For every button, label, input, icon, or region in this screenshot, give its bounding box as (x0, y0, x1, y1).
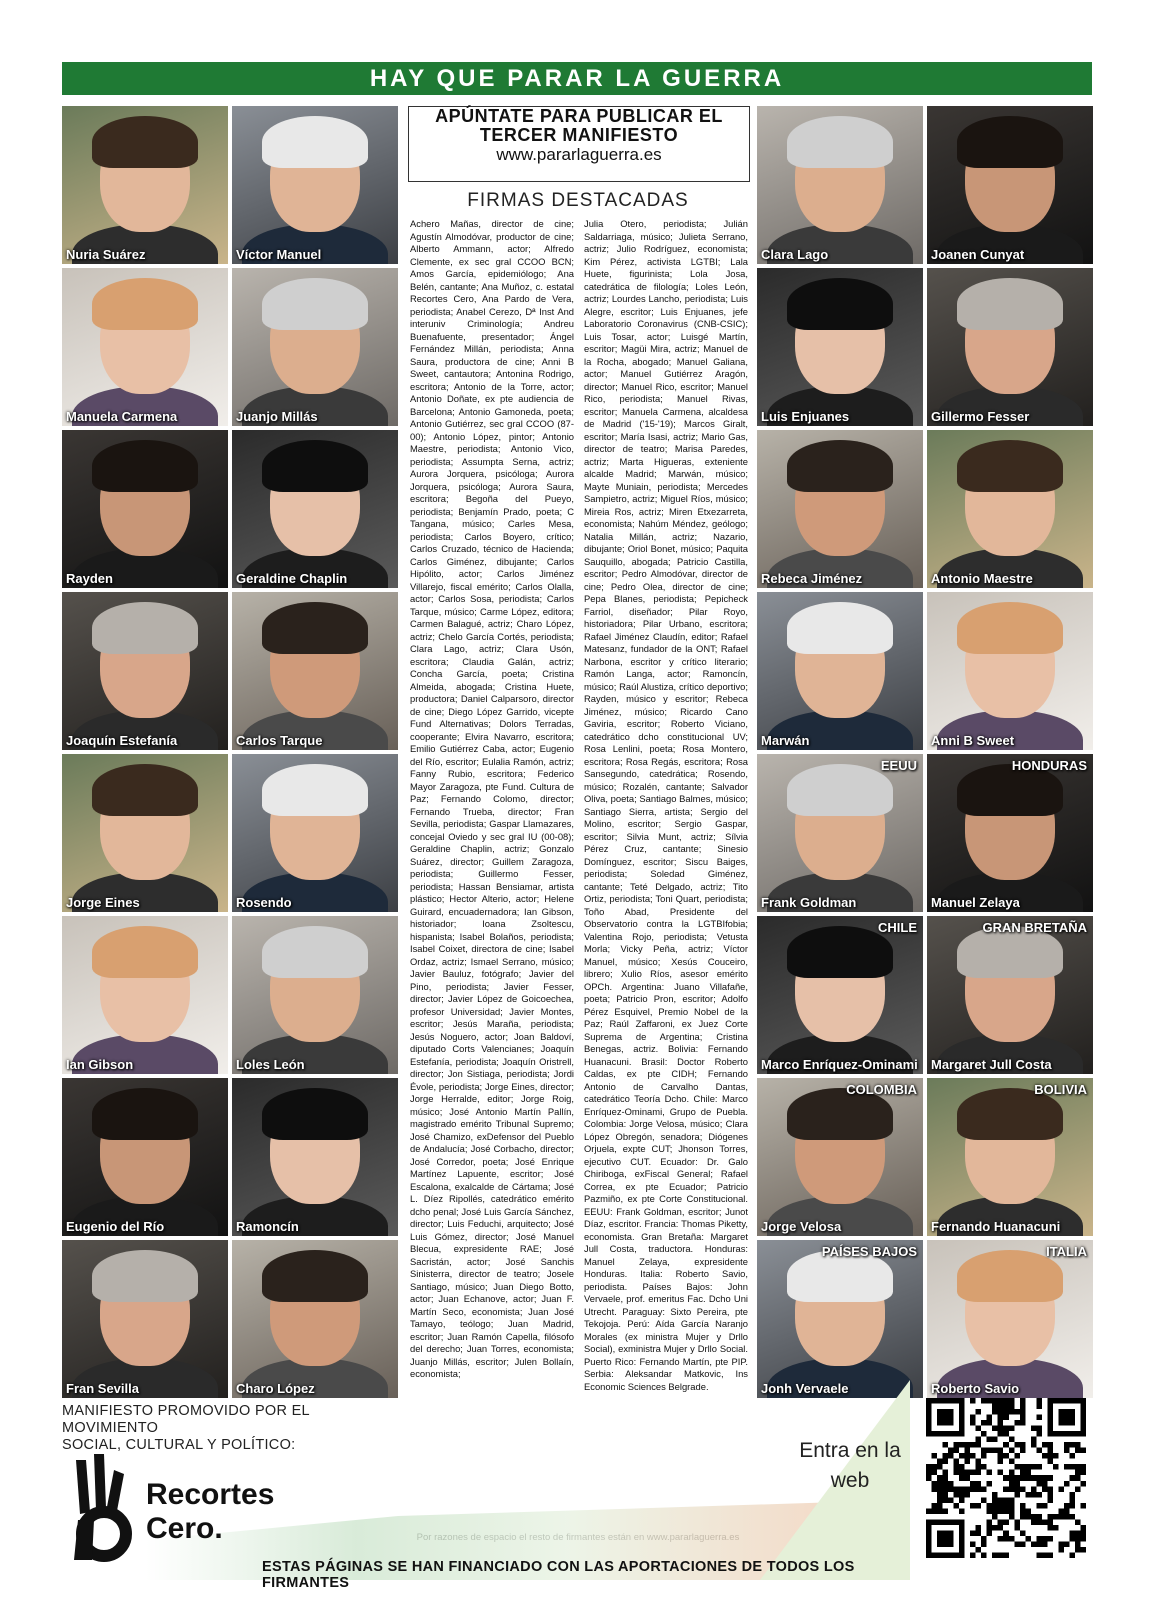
portrait-country: HONDURAS (1011, 758, 1087, 773)
portrait-photo (927, 268, 1093, 426)
portrait-name: Gillermo Fesser (931, 409, 1030, 424)
portrait-name: Rayden (66, 571, 113, 586)
portrait-hair (262, 1088, 368, 1140)
portrait-photo (62, 754, 228, 912)
portrait-name: Manuel Zelaya (931, 895, 1020, 910)
portrait-photo (927, 1240, 1093, 1398)
portrait-country: ITALIA (1046, 1244, 1087, 1259)
portrait-country: PAÍSES BAJOS (821, 1244, 917, 1259)
entra-line1: Entra en la (799, 1439, 901, 1462)
portrait-name: Geraldine Chaplin (236, 571, 348, 586)
promo-line1: MANIFIESTO PROMOVIDO POR EL MOVIMIENTO (62, 1403, 310, 1436)
portrait-photo (62, 106, 228, 264)
portrait-country: COLOMBIA (846, 1082, 917, 1097)
portrait-name: Clara Lago (761, 247, 829, 262)
portrait-photo (927, 592, 1093, 750)
portrait-photo (757, 1078, 923, 1236)
portrait-hair (787, 764, 893, 816)
portrait-photo (757, 754, 923, 912)
portrait-photo (62, 1078, 228, 1236)
portrait-photo (927, 430, 1093, 588)
signup-box (408, 106, 750, 182)
portrait-hair (92, 1250, 198, 1302)
portrait-name: Rebeca Jiménez (761, 571, 863, 586)
portrait-name: Ian Gibson (66, 1057, 134, 1072)
portrait-name: Antonio Maestre (931, 571, 1033, 586)
portrait-hair (262, 1250, 368, 1302)
portrait-hair (92, 1088, 198, 1140)
portrait-hair (957, 116, 1063, 168)
portrait-hair (787, 440, 893, 492)
portrait-photo (757, 430, 923, 588)
portrait-hair (957, 278, 1063, 330)
firmas-title: FIRMAS DESTACADAS (467, 190, 689, 211)
portrait-photo (757, 916, 923, 1074)
portrait-photo (757, 268, 923, 426)
portrait-name: Marwán (761, 733, 810, 748)
portrait-photo (232, 106, 398, 264)
portrait-photo (62, 916, 228, 1074)
portrait-photo (232, 430, 398, 588)
portrait-hair (92, 764, 198, 816)
portrait-name: Joanen Cunyat (931, 247, 1025, 262)
portrait-hair (92, 278, 198, 330)
portrait-country: GRAN BRETAÑA (982, 920, 1087, 935)
portrait-name: Frank Goldman (761, 895, 857, 910)
portrait-hair (957, 602, 1063, 654)
portrait-hair (262, 602, 368, 654)
signup-url[interactable]: www.pararlaguerra.es (496, 145, 662, 164)
logo-word-recortes: Recortes (146, 1478, 275, 1511)
portrait-name: Jorge Eines (66, 895, 140, 910)
portrait-photo (62, 268, 228, 426)
portrait-photo (62, 1240, 228, 1398)
portrait-photo (232, 1078, 398, 1236)
portrait-name: Anni B Sweet (931, 733, 1015, 748)
portrait-country: EEUU (880, 758, 917, 773)
signatories-column-2: Julia Otero, periodista; Julián Saldarriaga, músico; Julieta Serrano, actriz; Julio Rodríguez, economista; Kim Pérez, activista LGTBI; Lala Huete, figurinista; Lola Josa, catedrática de filología; Loles León, actriz; Lourdes Lancho, periodista; Luis Alegre, escritor; Luis Enjuanes, jefe Laboratorio Coronavirus (CNB-CSIC); Luis Tosar, actor; Luisgé Martín, escritor; Magüi Mira, actriz; Manuel de la Rocha, abogado; Manuel Galiana, actor; Manuel Gutiérrez Aragón, director; Manuel Rico, escritor; Manuel Rico, periodista; Manuel Rivas, escritor; Manuela Carmena, alcaldesa de Madrid ('15-'19); Marcos Giralt, escritor; María Isasi, actriz; Mario Gas, director de teatro; Marisa Paredes, actriz; Marta Higueras, exteniente alcalde Madrid; Marwán, músico; Mayte Muniain, periodista; Mercedes Sampietro, actriz; Miguel Ríos, músico; Mireia Ros, actriz; Miren Etxezarreta, economista; Nahúm Méndez, geólogo; Natalia Millán, actriz; Nazario, dibujante; Oriol Bonet, músico; Paquita Sauquillo, abogada; Patricio Castilla, escritor; Pedro Almodóvar, director de cine; Pedro Olea, director de cine; Pepa Blanes, periodista; Pepicheck Farriol, diseñador; Pilar Royo, historiadora; Pilar Urbano, escritora; Rafael Jiménez Claudín, editor; Rafael Matesanz, fundador de la ONT; Rafael Narbona, escritor y crítico literario; Ramón Langa, actor; Ramoncín, músico; Raúl Alustiza, crítico deportivo; Rayden, músico y escritor; Rebeca Jiménez, músico; Ricardo Cano Gaviria, escritor; Roberto Viciano, catedrático dcho constitucional UV; Rosa Lenlini, poeta; Rosa Montero, escritora; Rosa Regás, escritora; Rosa Sansegundo, catedrática; Rosendo, músico; Rozalén, cantante; Salvador Oliva, poeta; Santiago Balmes, músico; Santiago Sierra, artista; Sergio del Molino, escritor; Sergio Gaspar, escritor; Silvia Munt, actriz; Sílvia Pérez Cruz, cantante; Sinesio Domínguez, escritor; Siscu Baiges, periodista; Soledad Giménez, cantante; Teté Delgado, actriz; Tito Ortiz, periodista; Toni Quart, periodista; Toño Abad, Presidente del Observatorio contra la LGTBIfobia; Valentina Rojo, periodista; Vetusta Morla; Vicky Peña, actriz; Víctor Manuel, músico; Xesús Couceiro, librero; Xulio Ríos, asesor emérito OPCh. Argentina: Juano Villafañe, poeta; Patricio Pron, escritor; Adolfo Pérez Esquivel, Premio Nobel de la Paz; Raúl Zaffaroni, ex Juez Corte Suprema de Argentina; Cristina Benegas, actriz. Bolivia: Fernando Huanacuni. Brasil: Doctor Roberto Caldas, ex pte CIDH; Fernando Antonio de Carvalho Dantas, catedrático Teoría Dcho. Chile: Marco Enríquez-Ominami, Grupo de Puebla. Colombia: Jorge Velosa, músico; Clara López Obregón, senadora; Diógenes Orjuela, expte CUT; Jhonson Torres, ejecutivo CUT. Ecuador: Dr. Galo Chiriboga, exFiscal General; Rafael Correa, ex pte Ecuador; Patricio Pazmiño, ex pte Corte Constitucional. EEUU: Frank Goldman, escritor; Junot Díaz, escritor. Francia: Thomas Piketty, economista. Gran Bretaña: Margaret Jull Costa, traductora. Honduras: Manuel Zelaya, expresidente Honduras. Italia: Roberto Savio, periodista. Países Bajos: John Vervaele, prof. emeritus Fac. Dcho Uni Utrecht. Paraguay: Sixto Pereira, pte Tekojoja. Perú: Aída García Naranjo Morales (ex ministra Mujer y Drllo Social), exministra Mujer y Drllo Social. Puerto Rico: Fernando Martín, pte PIP. Serbia: Aleksandar Matkovic, Ins Economic Sciences Belgrade. (584, 218, 748, 1392)
portrait-photo (62, 430, 228, 588)
page-banner: HAY QUE PARAR LA GUERRA (62, 62, 1092, 95)
portrait-country: CHILE (878, 920, 917, 935)
entra-line2: web (830, 1469, 870, 1492)
portrait-hair (787, 602, 893, 654)
portrait-photo (927, 754, 1093, 912)
portrait-hair (787, 278, 893, 330)
signup-line2: TERCER MANIFIESTO (479, 125, 679, 145)
portrait-name: Ramoncín (236, 1219, 299, 1234)
portrait-hair (262, 116, 368, 168)
portrait-name: Luis Enjuanes (761, 409, 850, 424)
portrait-hair (92, 602, 198, 654)
portrait-photo (757, 106, 923, 264)
promo-text (62, 1403, 372, 1454)
logo-word-cero: Cero. (146, 1512, 223, 1545)
portrait-photo (232, 916, 398, 1074)
portrait-photo (927, 916, 1093, 1074)
portrait-hair (92, 440, 198, 492)
signup-line1: APÚNTATE PARA PUBLICAR EL (435, 106, 723, 126)
hand-logo-icon (64, 1450, 144, 1562)
portrait-photo (62, 592, 228, 750)
portrait-hair (787, 116, 893, 168)
portrait-hair (262, 926, 368, 978)
portrait-country: BOLIVIA (1034, 1082, 1087, 1097)
funding-note: ESTAS PÁGINAS SE HAN FINANCIADO CON LAS APORTACIONES DE TODOS LOS FIRMANTES (262, 1559, 855, 1591)
portrait-photo (757, 1240, 923, 1398)
portrait-photo (927, 106, 1093, 264)
promo-line2: SOCIAL, CULTURAL Y POLÍTICO: (62, 1437, 296, 1453)
portrait-name: Fernando Huanacuni (931, 1219, 1061, 1234)
portrait-photo (232, 592, 398, 750)
portrait-name: Nuria Suárez (66, 247, 146, 262)
portrait-name: Joaquín Estefanía (66, 733, 178, 748)
portrait-name: Roberto Savio (931, 1381, 1020, 1396)
signatories-column-1: Achero Mañas, director de cine; Agustín Almodóvar, productor de cine; Alberto Ammann, actor; Alfredo Clemente, ex sec gral CCOO BCN; Amos García, epidemiólogo; Ana Belén, cantante; Ana Muñoz, c. estatal Recortes Cero, Ana Pardo de Vera, periodista; Anabel Cerezo, Dª Inst And interuniv Criminología; Andreu Buenafuente, presentador; Ángel Fernández Millán, periodista; Anna Saura, productora de cine; Anni B Sweet, cantautora; Antonina Rodrigo, escritora; Antonio de la Torre, actor; Antonio Doñate, ex pte audiencia de Barcelona; Antonio Gamoneda, poeta; Antonio Gutiérrez, sec gral CCOO (87-00); Antonio López, pintor; Antonio Maestre, periodista; Antonio Vico, periodista; Assumpta Serna, actriz; Aurora Jorquera, psicóloga; Aurora Jorquera, psicóloga; Aurora Saura, escritora; Begoña del Pueyo, periodista; Benjamín Prado, poeta; C Tangana, músico; Carles Mesa, periodista; Carlos Boyero, crítico; Carlos Cruzado, técnico de Hacienda; Carlos Giménez, dibujante; Carlos Hipólito, actor; Carlos Jiménez Villarejo, fiscal emérito; Carlos Olalla, actor; Carlos Sosa, periodista; Carlos Tarque, músico; Carme López, editora; Carmen Balagué, actriz; Charo López, actriz; Chelo García Cortés, periodista; Clara Lago, actriz; Clara Usón, escritora; Claudia Galán, actriz; Concha García, poeta; Cristina Almeida, abogada; Cristina Huete, productora; Daniel Calparsoro, director de cine; Diego López Garrido, vicepte Fund Alternativas; Dolors Terradas, cooperante; Elvira Navarro, escritora; Emilio Gutiérrez Caba, actor; Eugenio del Río, escritor; Eulalia Ramón, actriz; Fanny Rubio, escritora; Federico Mayor Zaragoza, pte Fund. Cultura de Paz; Fernando Colomo, director; Fernando Trueba, director; Fran Sevilla, periodista; Gaspar Llamazares, concejal Oviedo y sec gral IU (00-08); Geraldine Chaplin, actriz; Gonzalo Suárez, director; Guillem Zaragoza, periodista; Guillermo Fesser, periodista; Hassan Bensiamar, artista plástico; Hector Alterio, actor; Helene Guirard, encuadernadora; Ian Gibson, historiador; Ioana Zsoltescu, hispanista; Isabel Bolaños, periodista; Isabel Coixet, directora de cine; Isabel Ordaz, actriz; Ismael Serrano, músico; Javier Bauluz, fotógrafo; Javier del Pino, periodista; Javier Fesser, director; Javier López de Goicoechea, profesor Universidad; Javier Montes, escritor; Jesús Maraña, periodista; Jesús Noguero, actor; Joan Baldoví, diputado Corts Valencianes; Joaquín Estefanía, periodista; Joaquín Oristrell, director; Jon Sistiaga, periodista; Jordi Évole, periodista; Jorge Eines, director; Jorge Herralde, editor; Jorge Roig, músico; José Antonio Martín Pallín, magistrado emérito Tribunal Supremo; José Chamizo, exDefensor del Pueblo de Andalucía; José Corbacho, director; José Corredor, poeta; José Enrique Martínez Lapuente, escritor; José Escalona, exalcalde de Cártama; José L. Díez Ripollés, catedrático emérito dcho penal; José Luis García Sánchez, director; Luis Feduchi, arquitecto; José Luis Gómez, director; José Manuel Blecua, expresidente RAE; José Sacristán, actor; José Sanchis Sinisterra, director de teatro; Josele Santiago, músico; Juan Diego Botto, actor; Juan Echanove, actor; Juan F. Martín Seco, economista; Juan José Tamayo, teólogo; Juan Madrid, escritor; Juan Ramón Capella, filósofo del derecho; Juan Torres, economista; Juanjo Millás, escritor; Julen Bollaín, economista; (410, 218, 574, 1379)
portrait-name: Eugenio del Río (66, 1219, 165, 1234)
portrait-name: Rosendo (236, 895, 292, 910)
portrait-name: Jorge Velosa (761, 1219, 842, 1234)
portrait-photo (232, 268, 398, 426)
portrait-name: Jonh Vervaele (761, 1381, 849, 1396)
portrait-hair (92, 116, 198, 168)
portrait-photo (232, 1240, 398, 1398)
portrait-name: Marco Enríquez-Ominami (761, 1057, 918, 1072)
portrait-name: Juanjo Millás (236, 409, 318, 424)
portrait-name: Loles León (236, 1057, 305, 1072)
portrait-name: Carlos Tarque (236, 733, 323, 748)
portrait-hair (957, 440, 1063, 492)
portrait-hair (262, 440, 368, 492)
portrait-photo (232, 754, 398, 912)
portrait-photo (757, 592, 923, 750)
portrait-hair (92, 926, 198, 978)
entra-en-la-web (790, 1436, 910, 1496)
portrait-name: Manuela Carmena (66, 409, 178, 424)
portrait-hair (262, 764, 368, 816)
portrait-name: Fran Sevilla (66, 1381, 139, 1396)
portrait-name: Margaret Jull Costa (931, 1057, 1052, 1072)
portrait-name: Víctor Manuel (236, 247, 322, 262)
qr-code-icon[interactable] (926, 1398, 1086, 1558)
portrait-hair (262, 278, 368, 330)
portrait-name: Charo López (236, 1381, 315, 1396)
portrait-photo (927, 1078, 1093, 1236)
recortes-cero-logo (64, 1450, 324, 1562)
